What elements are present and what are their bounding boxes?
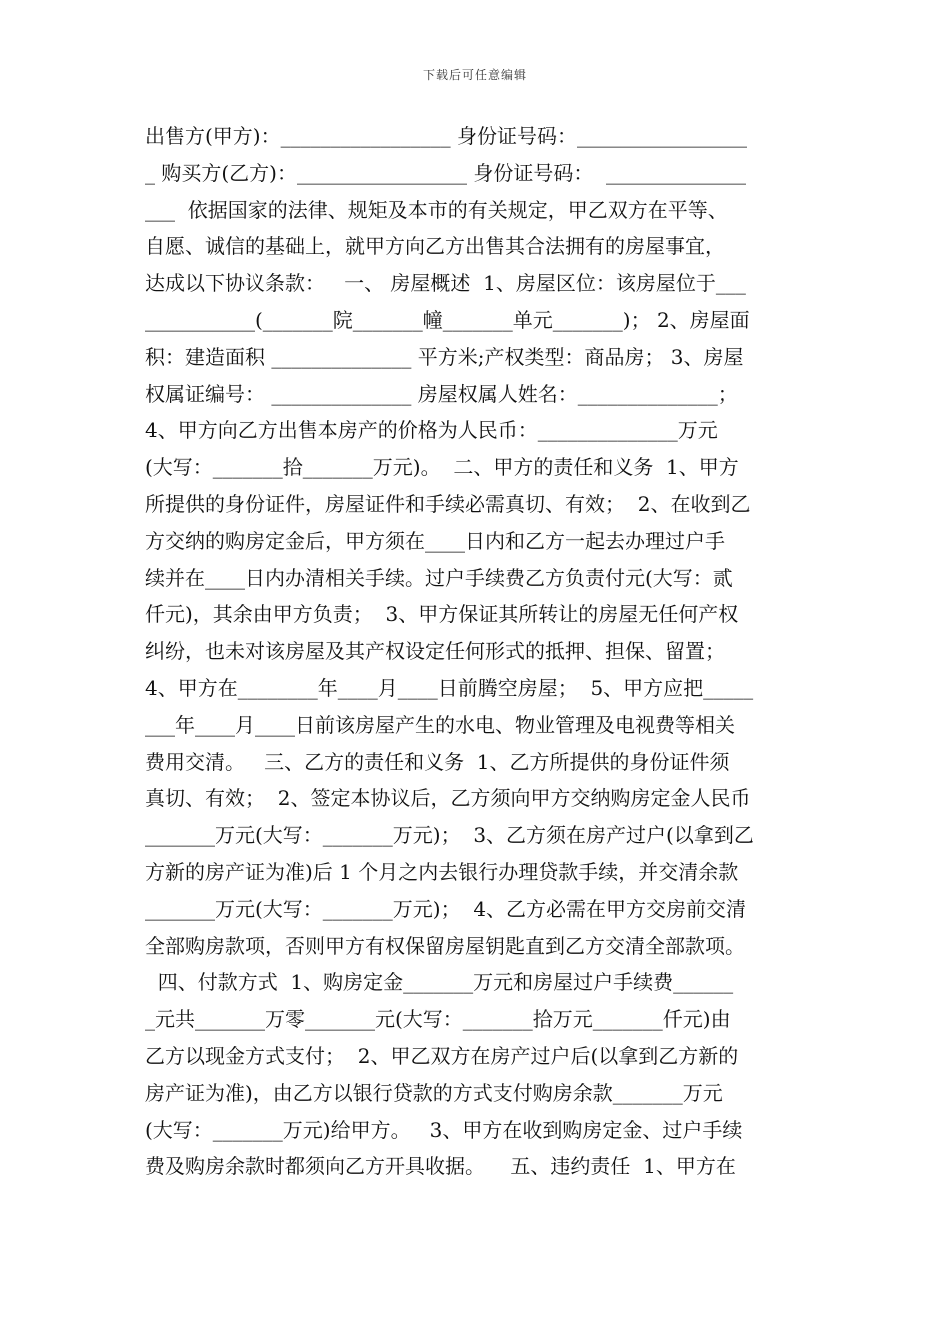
body-text-line: 全部购房款项，否则甲方有权保留房屋钥匙直到乙方交清全部款项。	[145, 933, 745, 958]
body-text-line: 权属证编号： ______________ 房屋权属人姓名：______________；	[145, 381, 738, 406]
body-text-line: 所提供的身份证件，房屋证件和手续必需真切、有效； 2、在收到乙	[145, 491, 751, 516]
body-text-line: 续并在____日内办清相关手续。过户手续费乙方负责付元(大写：贰	[145, 565, 733, 590]
body-text-line: 方交纳的购房定金后，甲方须在____日内和乙方一起去办理过户手	[145, 528, 725, 553]
body-text-line: ___ 依据国家的法律、规矩及本市的有关规定，甲乙双方在平等、	[145, 197, 728, 222]
body-text-line: 乙方以现金方式支付； 2、甲乙双方在房产过户后(以拿到乙方新的	[145, 1043, 739, 1068]
contract-body	[145, 118, 815, 1185]
body-text-line: _ 购买方(乙方)：_________________ 身份证号码： ______________	[145, 160, 747, 185]
body-text-line: 4、甲方向乙方出售本房产的价格为人民币：______________万元	[145, 418, 718, 443]
body-text-line: 真切、有效； 2、签定本协议后，乙方须向甲方交纳购房定金人民币	[145, 786, 751, 811]
body-text-line: _______万元(大写：_______万元)； 3、乙方须在房产过户(以拿到乙	[145, 823, 754, 848]
body-text-line: _元共_______万零_______元(大写：_______拾万元_______仟元)由	[145, 1007, 731, 1032]
body-text-line: 费及购房余款时都须向乙方开具收据。 五、违约责任 1、甲方在	[145, 1154, 736, 1179]
body-text-line: ___年____月____日前该房屋产生的水电、物业管理及电视费等相关	[145, 712, 735, 737]
body-text-line: 仟元)，其余由甲方负责； 3、甲方保证其所转让的房屋无任何产权	[145, 602, 739, 627]
body-text-line: 四、付款方式 1、购房定金_______万元和房屋过户手续费______	[145, 970, 734, 995]
body-text-line: 方新的房产证为准)后 1 个月之内去银行办理贷款手续，并交清余款	[145, 859, 739, 884]
body-text-line: 纠纷，也未对该房屋及其产权设定任何形式的抵押、担保、留置；	[145, 639, 725, 664]
body-text-line: 达成以下协议条款： 一、 房屋概述 1、房屋区位：该房屋位于___	[145, 271, 746, 296]
body-text-line: _______万元(大写：_______万元)； 4、乙方必需在甲方交房前交清	[145, 896, 747, 921]
body-text-line: (大写：_______万元)给甲方。 3、甲方在收到购房定金、过户手续	[145, 1117, 743, 1142]
body-text-line: 房产证为准)，由乙方以银行贷款的方式支付购房余款_______万元	[145, 1080, 723, 1105]
body-text-line: ___________(_______院_______幢_______单元_______)； 2、房屋面	[145, 307, 750, 332]
body-text-line: 费用交清。 三、乙方的责任和义务 1、乙方所提供的身份证件须	[145, 749, 730, 774]
body-text-line: 4、甲方在________年____月____日前腾空房屋； 5、甲方应把_____	[145, 675, 754, 700]
body-text-line: (大写：_______拾_______万元)。 二、甲方的责任和义务 1、甲方	[145, 455, 739, 480]
body-text-line: 自愿、诚信的基础上，就甲方向乙方出售其合法拥有的房屋事宜，	[145, 234, 725, 259]
page-header: 下载后可任意编辑	[422, 68, 527, 82]
body-text-line: 出售方(甲方)：_________________ 身份证号码：_________________	[145, 124, 747, 148]
body-text-line: 积：建造面积 ______________ 平方米;产权类型：商品房； 3、房屋	[145, 344, 744, 369]
